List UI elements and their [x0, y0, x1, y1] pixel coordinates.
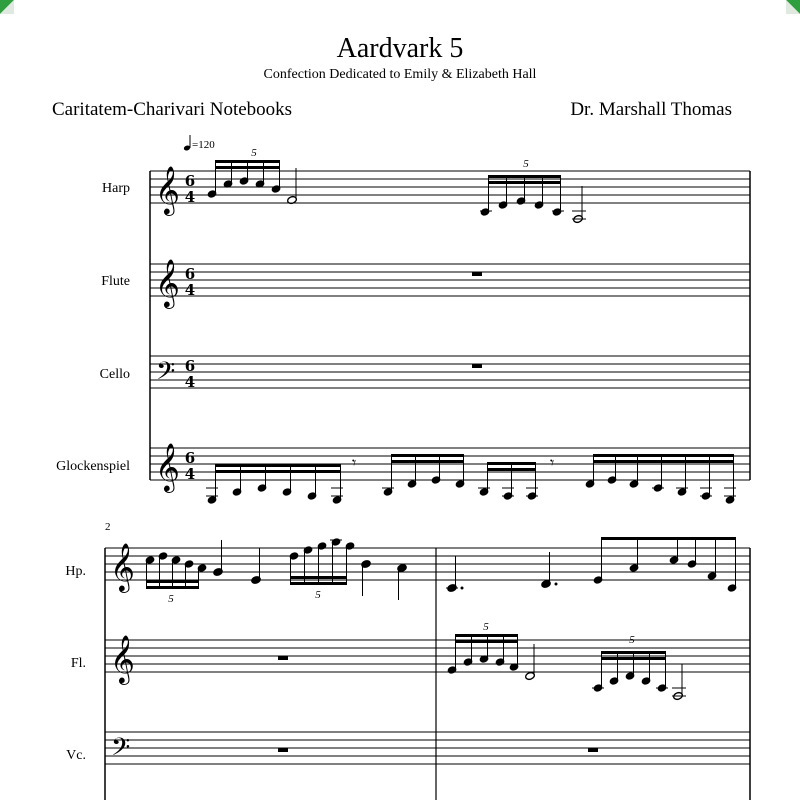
instrument-label-fl: Fl. — [70, 656, 86, 671]
tuplet-number: 5 — [629, 634, 635, 646]
instrument-label-glockenspiel: Glockenspiel — [56, 459, 130, 474]
tempo-marking — [183, 135, 215, 151]
staff-vc — [105, 732, 750, 764]
eighth-rest-icon: 𝄾 — [550, 453, 555, 472]
bass-clef-icon: 𝄢 — [156, 357, 176, 392]
time-sig-numerator: 6 — [184, 449, 196, 467]
staff-hp — [105, 548, 750, 580]
time-sig-numerator: 6 — [184, 172, 196, 190]
harp-quintuplet-2 — [480, 175, 564, 216]
tuplet-number: 5 — [483, 621, 489, 633]
treble-clef-icon: 𝄞 — [155, 165, 180, 214]
staff-harp — [150, 171, 750, 203]
instrument-label-flute: Flute — [101, 274, 130, 289]
time-sig-numerator: 6 — [184, 357, 196, 375]
staff-fl — [105, 640, 750, 672]
hp-measure-3 — [446, 537, 737, 593]
staff-cello — [150, 356, 750, 388]
treble-clef-icon: 𝄞 — [155, 258, 180, 307]
treble-clef-icon: 𝄞 — [155, 442, 180, 491]
instrument-label-harp: Harp — [102, 181, 130, 196]
whole-rest — [472, 364, 482, 368]
tuplet-number: 5 — [251, 147, 257, 159]
glockenspiel-notes — [206, 453, 736, 504]
hp-measure-2 — [145, 538, 407, 600]
whole-rest — [278, 656, 288, 660]
tempo-text: =120 — [192, 139, 215, 151]
measure-number: 2 — [105, 521, 111, 533]
treble-clef-icon: 𝄞 — [110, 634, 135, 683]
whole-rest — [588, 748, 598, 752]
whole-rest — [278, 748, 288, 752]
bass-clef-icon: 𝄢 — [111, 733, 131, 768]
time-sig-denominator: 4 — [184, 373, 196, 391]
system-1 — [150, 171, 750, 480]
piece-title: Aardvark 5 — [336, 33, 464, 64]
system-2 — [105, 548, 750, 800]
fl-quintuplet-1 — [447, 634, 535, 681]
instrument-label-vc: Vc. — [66, 748, 86, 763]
publisher-text: Caritatem-Charivari Notebooks — [52, 99, 293, 120]
time-sig-denominator: 4 — [184, 188, 196, 206]
treble-clef-icon: 𝄞 — [110, 542, 135, 591]
harp-half-note — [287, 168, 298, 205]
time-sig-numerator: 6 — [184, 265, 196, 283]
time-sig-denominator: 4 — [184, 281, 196, 299]
tuplet-number: 5 — [168, 593, 174, 605]
time-sig-denominator: 4 — [184, 465, 196, 483]
composer-text: Dr. Marshall Thomas — [570, 99, 732, 120]
fl-quintuplet-2 — [592, 651, 686, 701]
instrument-label-cello: Cello — [99, 367, 130, 382]
whole-rest — [472, 272, 482, 276]
eighth-rest-icon: 𝄾 — [352, 453, 357, 472]
tuplet-number: 5 — [523, 158, 529, 170]
tuplet-number: 5 — [315, 589, 321, 601]
staff-flute — [150, 264, 750, 296]
piece-subtitle: Confection Dedicated to Emily & Elizabeth Hall — [263, 67, 537, 82]
instrument-label-hp: Hp. — [65, 564, 86, 579]
harp-half-note — [572, 186, 586, 224]
